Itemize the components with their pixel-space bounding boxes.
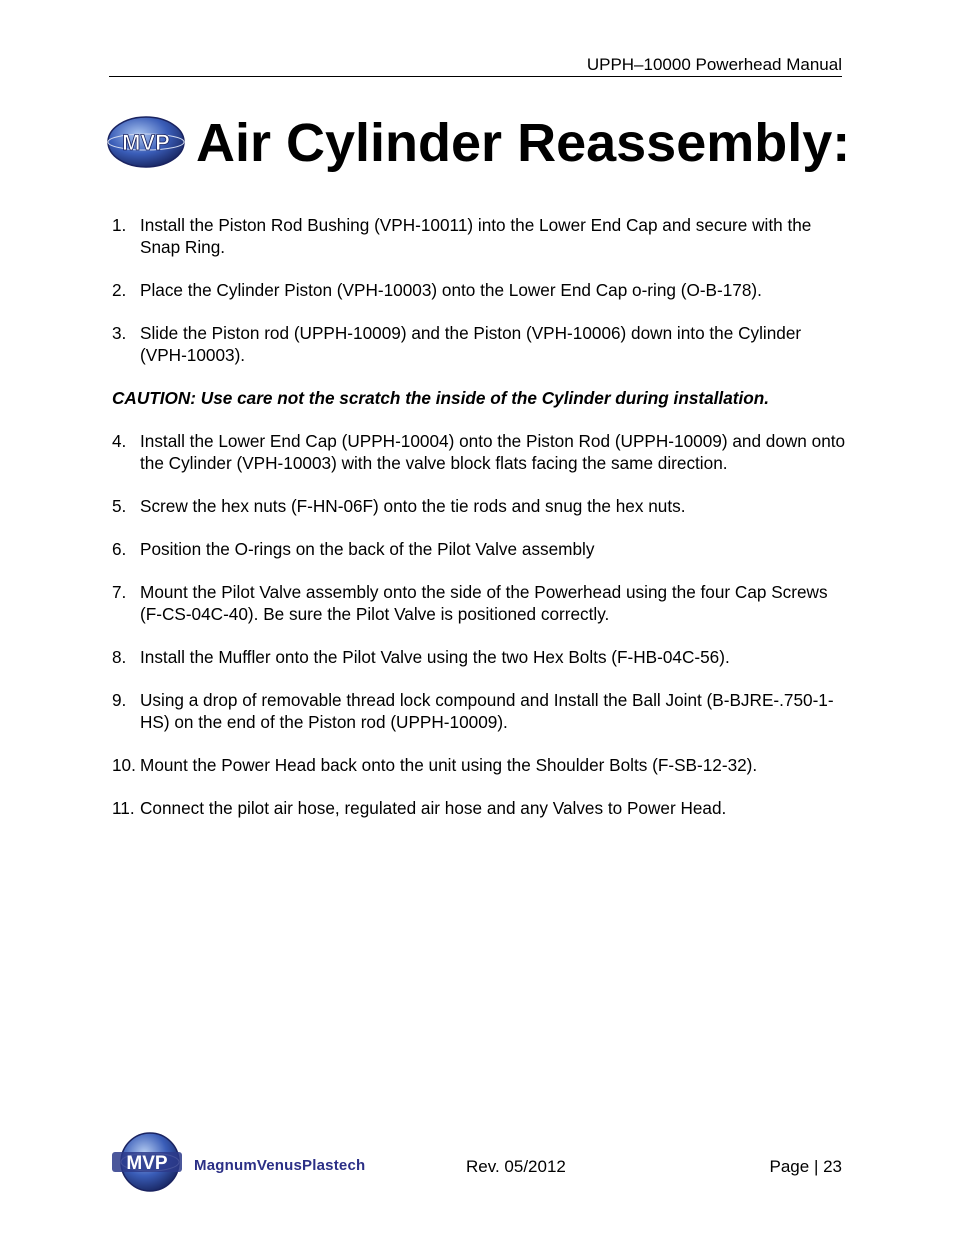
- step-text: Mount the Pilot Valve assembly onto the side of the Powerhead using the four Cap Screws (F-CS-04C-40). Be sure the Pilot Valve is positioned correctly.: [140, 582, 828, 624]
- step-number: 4.: [112, 431, 127, 451]
- list-item: [112, 214, 847, 258]
- list-item: [112, 495, 847, 517]
- footer-revision: Rev. 05/2012: [466, 1157, 566, 1176]
- step-text: Screw the hex nuts (F-HN-06F) onto the tie rods and snug the hex nuts.: [140, 496, 686, 516]
- step-text: Place the Cylinder Piston (VPH-10003) onto the Lower End Cap o-ring (O-B-178).: [140, 280, 762, 300]
- list-item: [112, 581, 847, 625]
- footer-mvp-logo-icon: [110, 1131, 186, 1193]
- mvp-logo-icon: [106, 115, 186, 169]
- step-number: 11.: [112, 798, 135, 818]
- step-number: 9.: [112, 690, 127, 710]
- step-text: Position the O-rings on the back of the Pilot Valve assembly: [140, 539, 595, 559]
- logo-text: MVP: [122, 130, 170, 155]
- step-number: 1.: [112, 215, 127, 235]
- footer-logo-text: MVP: [126, 1153, 168, 1174]
- step-text: Install the Muffler onto the Pilot Valve using the two Hex Bolts (F-HB-04C-56).: [140, 647, 730, 667]
- step-number: 6.: [112, 539, 127, 559]
- list-item: [112, 430, 847, 474]
- step-number: 5.: [112, 496, 127, 516]
- step-text: Install the Piston Rod Bushing (VPH-10011) into the Lower End Cap and secure with the Snap Ring.: [140, 215, 812, 257]
- caution-note: CAUTION: Use care not the scratch the inside of the Cylinder during installation.: [112, 388, 770, 408]
- list-item: [112, 689, 847, 733]
- list-item: [112, 322, 847, 366]
- step-text: Slide the Piston rod (UPPH-10009) and the Piston (VPH-10006) down into the Cylinder (VPH-10003).: [140, 323, 802, 365]
- list-item: [112, 646, 847, 668]
- step-text: Install the Lower End Cap (UPPH-10004) onto the Piston Rod (UPPH-10009) and down onto the Cylinder (VPH-10003) with the valve block flats facing the same direction.: [140, 431, 846, 473]
- step-number: 3.: [112, 323, 127, 343]
- list-item: [112, 797, 847, 819]
- page-title: Air Cylinder Reassembly:: [196, 113, 851, 173]
- instructions: [112, 214, 847, 840]
- list-item: [112, 538, 847, 560]
- list-item: [112, 754, 847, 776]
- step-text: Mount the Power Head back onto the unit using the Shoulder Bolts (F-SB-12-32).: [140, 755, 758, 775]
- running-header: UPPH–10000 Powerhead Manual: [586, 55, 842, 74]
- step-text: Using a drop of removable thread lock compound and Install the Ball Joint (B-BJRE-.750-1-HS) on the end of the Piston rod (UPPH-10009).: [140, 690, 834, 732]
- list-item: [112, 279, 847, 301]
- footer-brand: MagnumVenusPlastech: [194, 1157, 366, 1174]
- step-text: Connect the pilot air hose, regulated air hose and any Valves to Power Head.: [140, 798, 727, 818]
- step-number: 10.: [112, 755, 136, 775]
- page-number: Page | 23: [769, 1157, 842, 1176]
- step-number: 8.: [112, 647, 127, 667]
- step-number: 2.: [112, 280, 127, 300]
- step-number: 7.: [112, 582, 127, 602]
- header-divider: [109, 76, 842, 77]
